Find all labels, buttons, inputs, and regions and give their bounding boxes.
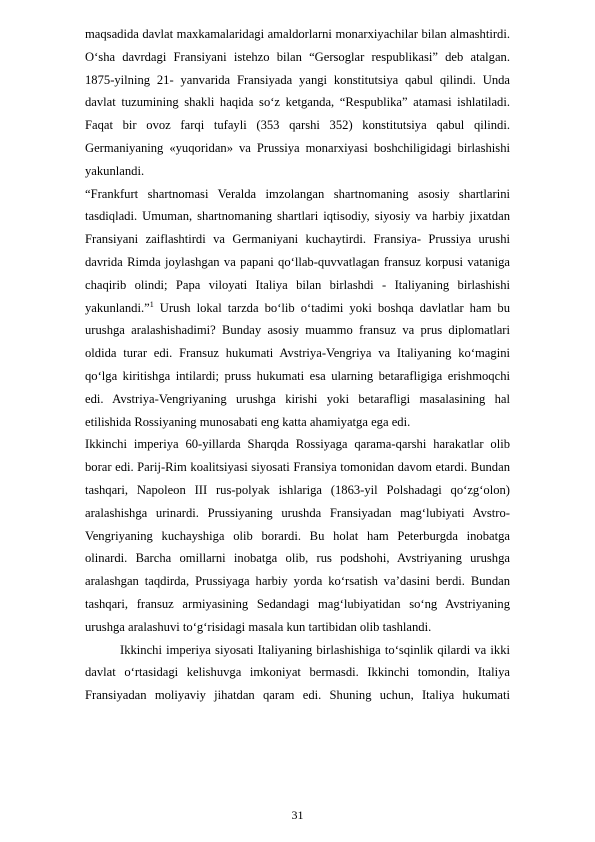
paragraph-2-text-before-note: “Frankfurt shartnomasi Veralda imzolangan shartnomaning asosiy shartlarini tasdiqladi. Umuman, shartnomaning shartlari iqtisodiy, siyosiy va harbiy jixatdan Fransiyani zaiflashtirdi va Germaniyani kuchaytirdi. Fransiya- Prussiya urushi davrida Rimda joylashgan va papani qo‘llab-quvvatlagan fransuz korpusi vataniga chaqirib olindi; Papa viloyati Italiya bilan birlashdi - Italiyaning birlashishi yakunlandi.” — [85, 186, 510, 315]
paragraph-3 — [85, 433, 510, 638]
page-number: 31 — [291, 808, 304, 822]
paragraph-1 — [85, 23, 510, 183]
paragraph-4-text: Ikkinchi imperiya siyosati Italiyaning birlashishiga to‘sqinlik qilardi va ikki davlat o‘rtasidagi kelishuvga imkoniyat bermasdi. Ikkinchi tomondin, Italiya Fransiyadan moliyaviy jihatdan qaram edi. Shuning uchun, Italiya hukumati — [85, 642, 510, 703]
paragraph-1-text: maqsadida davlat maxkamalaridagi amaldorlarni monarxiyachilar bilan almashtirdi. O‘sha davrdagi Fransiyani istehzo bilan “Gersoglar respublikasi” deb atalgan. 1875-yilning 21- yanvarida Fransiyada yangi konstitutsiya qabul qilindi. Unda davlat tuzumining shakli haqida so‘z ketganda, “Respublika” atamasi ishlatiladi. Faqat bir ovoz farqi tufayli (353 qarshi 352) konstitutsiya qabul qilindi. Germaniyaning «yuqoridan» va Prussiya monarxiyasi boshchiligidagi birlashishi yakunlandi. — [85, 27, 510, 178]
document-page — [85, 23, 510, 707]
paragraph-2 — [85, 183, 510, 434]
paragraph-3-text: Ikkinchi imperiya 60-yillarda Sharqda Rossiyaga qarama-qarshi harakatlar olib borar edi. Parij-Rim koalitsiyasi siyosati Fransiya tomonidan davom etardi. Bundan tashqari, Napoleon III rus-polyak ishlariga (1863-yil Polshadagi qo‘zg‘olon) aralashishga urinardi. Prussiyaning urushda Fransiyadan mag‘lubiyati Avstro-Vengriyaning kuchayshiga olib borardi. Bu holat ham Peterburgda inobatga olinardi. Barcha omillarni inobatga olib, rus podshohi, Avstriyaning urushga aralashgan taqdirda, Prussiyaga harbiy yorda ko‘rsatish va’dasini berdi. Bundan tashqari, fransuz armiyasining Sedandagi mag‘lubiyatidan so‘ng Avstriyaning urushga aralashuvi to‘g‘risidagi masala kun tartibidan olib tashlandi. — [85, 437, 510, 634]
paragraph-4 — [85, 639, 510, 707]
paragraph-2-text-after-note: Urush lokal tarzda bo‘lib o‘tadimi yoki boshqa davlatlar ham bu urushga aralashishadimi? Bunday asosiy muammo fransuz va prus diplomatlari oldida turar edi. Fransuz hukumati Avstriya-Vengriya va Italiyaning ko‘magini qo‘lga kiritishga intilardi; pruss hukumati esa ularning betarafligiga erishmoqchi edi. Avstriya-Vengriyaning urushga kirishi yoki betarafligi masalasining hal etilishida Rossiyaning munosabati eng katta ahamiyatga ega edi. — [85, 300, 510, 429]
footnote-mark[interactable]: 1 — [149, 299, 154, 309]
